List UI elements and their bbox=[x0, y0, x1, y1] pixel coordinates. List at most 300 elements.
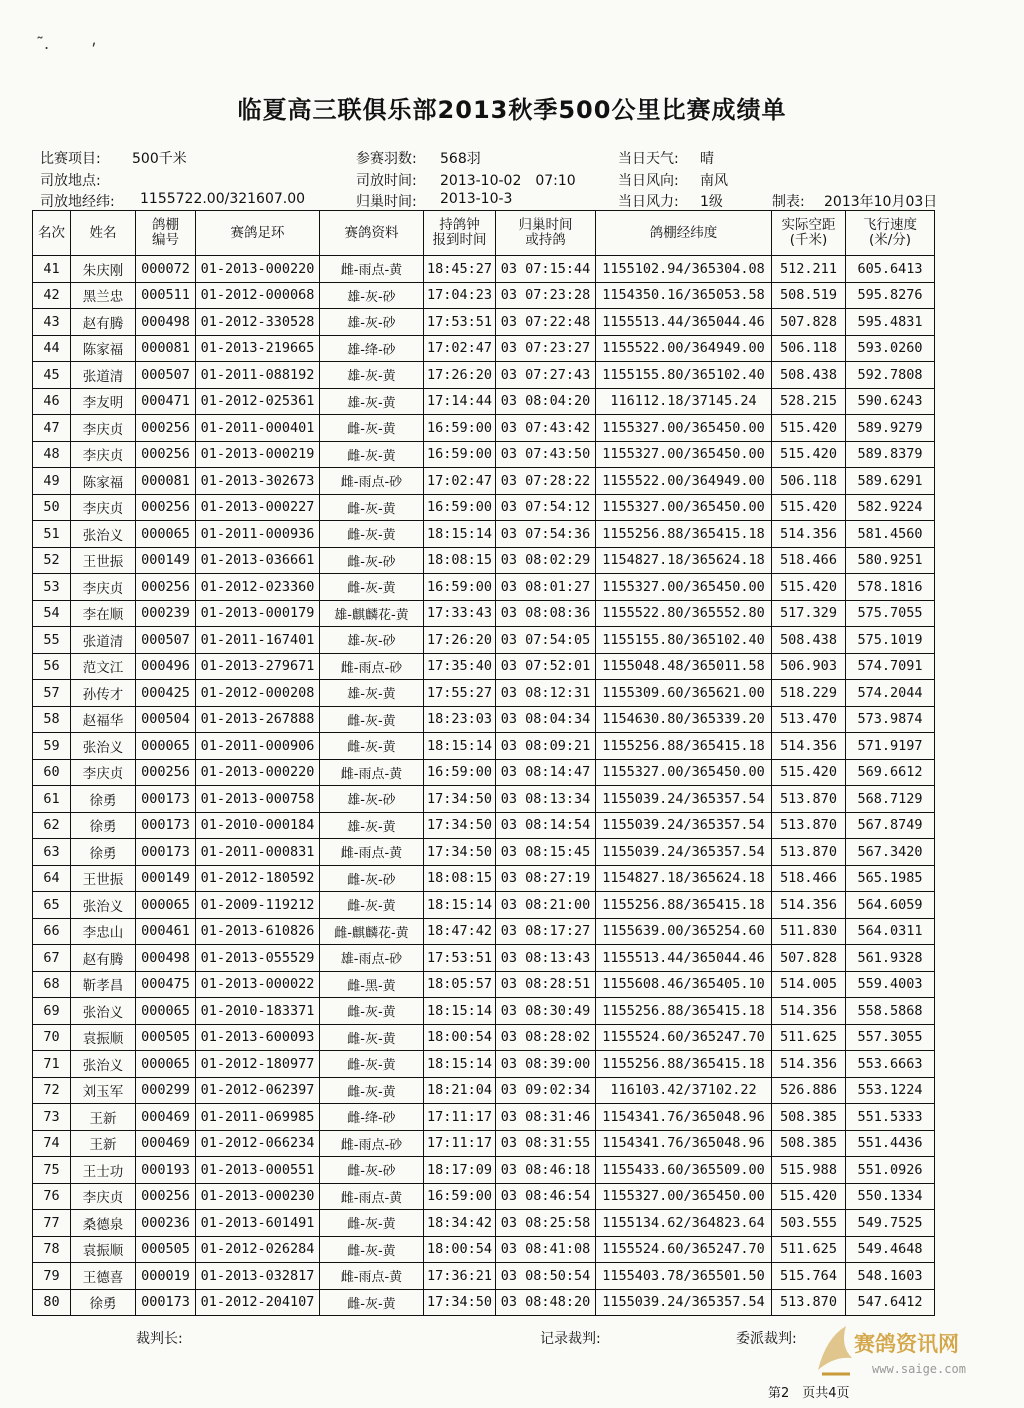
cell-ring: 01-2010-000184 bbox=[196, 812, 320, 839]
cell-distance: 511.625 bbox=[772, 1024, 846, 1051]
cell-ring: 01-2012-023360 bbox=[196, 574, 320, 601]
cell-speed: 571.9197 bbox=[846, 733, 935, 760]
table-row bbox=[33, 918, 935, 945]
table-row bbox=[33, 892, 935, 919]
cell-coords: 1155155.80/365102.40 bbox=[596, 627, 772, 654]
cell-distance: 515.420 bbox=[772, 494, 846, 521]
cell-speed: 550.1334 bbox=[846, 1183, 935, 1210]
wind-dir-value: 南风 bbox=[700, 173, 728, 189]
cell-name: 陈家福 bbox=[71, 468, 136, 495]
cell-rank: 42 bbox=[33, 282, 71, 309]
table-row bbox=[33, 1263, 935, 1290]
header-bird-info: 赛鸽资料 bbox=[320, 211, 424, 256]
cell-clock-time: 18:21:04 bbox=[424, 1077, 496, 1104]
cell-ring: 01-2011-069985 bbox=[196, 1104, 320, 1131]
cell-bird-info: 雌-灰-黄 bbox=[320, 733, 424, 760]
cell-return-time: 03 07:43:50 bbox=[496, 441, 596, 468]
cell-clock-time: 18:23:03 bbox=[424, 706, 496, 733]
cell-ring: 01-2013-000220 bbox=[196, 759, 320, 786]
cell-coords: 1155155.80/365102.40 bbox=[596, 362, 772, 389]
cell-clock-time: 17:11:17 bbox=[424, 1130, 496, 1157]
cell-bird-info: 雌-灰-砂 bbox=[320, 547, 424, 574]
cell-bird-info: 雌-雨点-黄 bbox=[320, 1263, 424, 1290]
cell-clock-time: 16:59:00 bbox=[424, 1183, 496, 1210]
cell-speed: 580.9251 bbox=[846, 547, 935, 574]
cell-clock-time: 18:47:42 bbox=[424, 918, 496, 945]
cell-coords: 1155327.00/365450.00 bbox=[596, 494, 772, 521]
page-number: 第2 页共4页 bbox=[768, 1386, 850, 1401]
header-ring: 赛鸽足环 bbox=[196, 211, 320, 256]
cell-ring: 01-2013-000179 bbox=[196, 600, 320, 627]
cell-speed: 589.8379 bbox=[846, 441, 935, 468]
cell-loft-id: 000425 bbox=[136, 680, 196, 707]
cell-return-time: 03 08:08:36 bbox=[496, 600, 596, 627]
cell-clock-time: 18:45:27 bbox=[424, 256, 496, 283]
cell-distance: 515.420 bbox=[772, 415, 846, 442]
cell-ring: 01-2013-000230 bbox=[196, 1183, 320, 1210]
table-row bbox=[33, 1289, 935, 1316]
cell-distance: 515.988 bbox=[772, 1157, 846, 1184]
cell-rank: 50 bbox=[33, 494, 71, 521]
cell-clock-time: 17:02:47 bbox=[424, 335, 496, 362]
cell-distance: 514.356 bbox=[772, 733, 846, 760]
cell-bird-info: 雌-灰-黄 bbox=[320, 1236, 424, 1263]
cell-return-time: 03 07:28:22 bbox=[496, 468, 596, 495]
cell-distance: 514.356 bbox=[772, 892, 846, 919]
cell-ring: 01-2012-204107 bbox=[196, 1289, 320, 1316]
table-row bbox=[33, 415, 935, 442]
cell-loft-id: 000256 bbox=[136, 415, 196, 442]
cell-distance: 515.420 bbox=[772, 574, 846, 601]
release-time-label: 司放时间: bbox=[356, 173, 417, 189]
cell-speed: 574.2044 bbox=[846, 680, 935, 707]
cell-loft-id: 000065 bbox=[136, 998, 196, 1025]
cell-rank: 68 bbox=[33, 971, 71, 998]
cell-rank: 71 bbox=[33, 1051, 71, 1078]
weather-value: 晴 bbox=[700, 151, 714, 167]
cell-distance: 506.118 bbox=[772, 335, 846, 362]
cell-ring: 01-2013-267888 bbox=[196, 706, 320, 733]
cell-return-time: 03 08:50:54 bbox=[496, 1263, 596, 1290]
cell-loft-id: 000149 bbox=[136, 865, 196, 892]
cell-rank: 75 bbox=[33, 1157, 71, 1184]
cell-return-time: 03 08:25:58 bbox=[496, 1210, 596, 1237]
cell-coords: 1155256.88/365415.18 bbox=[596, 1051, 772, 1078]
cell-speed: 595.4831 bbox=[846, 309, 935, 336]
cell-ring: 01-2013-000220 bbox=[196, 256, 320, 283]
cell-distance: 526.886 bbox=[772, 1077, 846, 1104]
cell-rank: 55 bbox=[33, 627, 71, 654]
cell-rank: 56 bbox=[33, 653, 71, 680]
cell-distance: 507.828 bbox=[772, 309, 846, 336]
cell-return-time: 03 08:13:34 bbox=[496, 786, 596, 813]
cell-distance: 515.420 bbox=[772, 1183, 846, 1210]
cell-speed: 551.4436 bbox=[846, 1130, 935, 1157]
cell-return-time: 03 09:02:34 bbox=[496, 1077, 596, 1104]
referee-chief-label: 裁判长: bbox=[136, 1331, 183, 1347]
cell-return-time: 03 08:13:43 bbox=[496, 945, 596, 972]
cell-rank: 73 bbox=[33, 1104, 71, 1131]
cell-rank: 41 bbox=[33, 256, 71, 283]
cell-loft-id: 000469 bbox=[136, 1104, 196, 1131]
cell-ring: 01-2011-167401 bbox=[196, 627, 320, 654]
cell-loft-id: 000193 bbox=[136, 1157, 196, 1184]
cell-bird-info: 雄-灰-黄 bbox=[320, 812, 424, 839]
header-distance: 实际空距 (千米) bbox=[772, 211, 846, 256]
table-row bbox=[33, 706, 935, 733]
cell-coords: 1155327.00/365450.00 bbox=[596, 441, 772, 468]
cell-name: 赵有腾 bbox=[71, 309, 136, 336]
cell-clock-time: 17:53:51 bbox=[424, 309, 496, 336]
cell-bird-info: 雌-灰-黄 bbox=[320, 1210, 424, 1237]
cell-coords: 1154827.18/365624.18 bbox=[596, 547, 772, 574]
cell-loft-id: 000469 bbox=[136, 1130, 196, 1157]
cell-name: 徐勇 bbox=[71, 786, 136, 813]
cell-bird-info: 雌-雨点-黄 bbox=[320, 256, 424, 283]
cell-name: 张道清 bbox=[71, 627, 136, 654]
cell-return-time: 03 08:46:54 bbox=[496, 1183, 596, 1210]
cell-ring: 01-2013-000227 bbox=[196, 494, 320, 521]
wind-force-value: 1级 bbox=[700, 194, 723, 210]
cell-return-time: 03 07:52:01 bbox=[496, 653, 596, 680]
table-row bbox=[33, 786, 935, 813]
cell-speed: 547.6412 bbox=[846, 1289, 935, 1316]
cell-bird-info: 雌-灰-黄 bbox=[320, 998, 424, 1025]
coords-label: 司放地经纬: bbox=[40, 194, 115, 210]
cell-clock-time: 17:26:20 bbox=[424, 627, 496, 654]
cell-bird-info: 雌-雨点-黄 bbox=[320, 759, 424, 786]
cell-speed: 549.7525 bbox=[846, 1210, 935, 1237]
header-loft-id: 鸽棚 编号 bbox=[136, 211, 196, 256]
cell-distance: 518.466 bbox=[772, 547, 846, 574]
cell-loft-id: 000256 bbox=[136, 1183, 196, 1210]
cell-speed: 581.4560 bbox=[846, 521, 935, 548]
cell-speed: 548.1603 bbox=[846, 1263, 935, 1290]
pigeon-logo-icon bbox=[812, 1318, 856, 1378]
release-time-value: 2013-10-02 07:10 bbox=[440, 173, 576, 189]
cell-return-time: 03 08:04:34 bbox=[496, 706, 596, 733]
cell-loft-id: 000299 bbox=[136, 1077, 196, 1104]
cell-loft-id: 000256 bbox=[136, 494, 196, 521]
coords-value: 1155722.00/321607.00 bbox=[140, 191, 306, 207]
cell-loft-id: 000471 bbox=[136, 388, 196, 415]
cell-bird-info: 雄-灰-黄 bbox=[320, 680, 424, 707]
cell-name: 徐勇 bbox=[71, 1289, 136, 1316]
cell-return-time: 03 07:23:27 bbox=[496, 335, 596, 362]
cell-clock-time: 17:11:17 bbox=[424, 1104, 496, 1131]
cell-coords: 1155039.24/365357.54 bbox=[596, 839, 772, 866]
cell-distance: 512.211 bbox=[772, 256, 846, 283]
cell-speed: 553.6663 bbox=[846, 1051, 935, 1078]
cell-rank: 64 bbox=[33, 865, 71, 892]
table-row bbox=[33, 1077, 935, 1104]
cell-coords: 1155327.00/365450.00 bbox=[596, 1183, 772, 1210]
cell-rank: 77 bbox=[33, 1210, 71, 1237]
cell-rank: 62 bbox=[33, 812, 71, 839]
cell-distance: 508.385 bbox=[772, 1104, 846, 1131]
cell-return-time: 03 07:15:44 bbox=[496, 256, 596, 283]
cell-name: 李忠山 bbox=[71, 918, 136, 945]
cell-ring: 01-2012-000068 bbox=[196, 282, 320, 309]
cell-coords: 1154630.80/365339.20 bbox=[596, 706, 772, 733]
cell-clock-time: 18:00:54 bbox=[424, 1236, 496, 1263]
cell-coords: 1155513.44/365044.46 bbox=[596, 945, 772, 972]
cell-rank: 59 bbox=[33, 733, 71, 760]
cell-name: 赵福华 bbox=[71, 706, 136, 733]
cell-distance: 513.470 bbox=[772, 706, 846, 733]
cell-distance: 508.438 bbox=[772, 627, 846, 654]
cell-clock-time: 18:15:14 bbox=[424, 733, 496, 760]
cell-rank: 49 bbox=[33, 468, 71, 495]
cell-return-time: 03 07:54:12 bbox=[496, 494, 596, 521]
table-row bbox=[33, 812, 935, 839]
cell-loft-id: 000496 bbox=[136, 653, 196, 680]
cell-distance: 515.420 bbox=[772, 759, 846, 786]
cell-bird-info: 雌-灰-黄 bbox=[320, 1077, 424, 1104]
cell-clock-time: 17:36:21 bbox=[424, 1263, 496, 1290]
cell-speed: 573.9874 bbox=[846, 706, 935, 733]
cell-coords: 1155039.24/365357.54 bbox=[596, 786, 772, 813]
cell-distance: 508.519 bbox=[772, 282, 846, 309]
cell-name: 李庆贞 bbox=[71, 441, 136, 468]
cell-ring: 01-2012-180977 bbox=[196, 1051, 320, 1078]
cell-ring: 01-2013-036661 bbox=[196, 547, 320, 574]
cell-return-time: 03 08:27:19 bbox=[496, 865, 596, 892]
cell-return-time: 03 07:22:48 bbox=[496, 309, 596, 336]
cell-loft-id: 000081 bbox=[136, 468, 196, 495]
cell-coords: 1155327.00/365450.00 bbox=[596, 574, 772, 601]
cell-name: 王新 bbox=[71, 1104, 136, 1131]
cell-loft-id: 000081 bbox=[136, 335, 196, 362]
header-row bbox=[33, 211, 935, 256]
scan-mark: ⸴ bbox=[92, 32, 97, 51]
cell-speed: 565.1985 bbox=[846, 865, 935, 892]
cell-coords: 1155048.48/365011.58 bbox=[596, 653, 772, 680]
cell-coords: 1155524.60/365247.70 bbox=[596, 1236, 772, 1263]
cell-coords: 1154341.76/365048.96 bbox=[596, 1104, 772, 1131]
cell-loft-id: 000173 bbox=[136, 1289, 196, 1316]
cell-name: 赵有腾 bbox=[71, 945, 136, 972]
cell-clock-time: 17:26:20 bbox=[424, 362, 496, 389]
cell-loft-id: 000256 bbox=[136, 441, 196, 468]
watermark-url: www.saige.com bbox=[872, 1362, 966, 1376]
cell-return-time: 03 07:27:43 bbox=[496, 362, 596, 389]
cell-rank: 44 bbox=[33, 335, 71, 362]
cell-ring: 01-2012-180592 bbox=[196, 865, 320, 892]
weather-label: 当日天气: bbox=[618, 151, 679, 167]
cell-coords: 116112.18/37145.24 bbox=[596, 388, 772, 415]
cell-return-time: 03 08:02:29 bbox=[496, 547, 596, 574]
cell-return-time: 03 08:46:18 bbox=[496, 1157, 596, 1184]
table-row bbox=[33, 733, 935, 760]
cell-rank: 80 bbox=[33, 1289, 71, 1316]
cell-coords: 1155039.24/365357.54 bbox=[596, 1289, 772, 1316]
cell-distance: 506.118 bbox=[772, 468, 846, 495]
cell-name: 李庆贞 bbox=[71, 574, 136, 601]
cell-distance: 506.903 bbox=[772, 653, 846, 680]
cell-coords: 1155309.60/365621.00 bbox=[596, 680, 772, 707]
cell-coords: 1155639.00/365254.60 bbox=[596, 918, 772, 945]
cell-speed: 564.6059 bbox=[846, 892, 935, 919]
cell-coords: 1155524.60/365247.70 bbox=[596, 1024, 772, 1051]
cell-speed: 559.4003 bbox=[846, 971, 935, 998]
cell-name: 徐勇 bbox=[71, 839, 136, 866]
cell-return-time: 03 08:14:54 bbox=[496, 812, 596, 839]
cell-distance: 513.870 bbox=[772, 812, 846, 839]
cell-name: 张治义 bbox=[71, 892, 136, 919]
cell-bird-info: 雌-雨点-砂 bbox=[320, 653, 424, 680]
cell-coords: 1155039.24/365357.54 bbox=[596, 812, 772, 839]
cell-loft-id: 000475 bbox=[136, 971, 196, 998]
cell-return-time: 03 07:23:28 bbox=[496, 282, 596, 309]
cell-rank: 79 bbox=[33, 1263, 71, 1290]
cell-loft-id: 000065 bbox=[136, 1051, 196, 1078]
cell-distance: 528.215 bbox=[772, 388, 846, 415]
cell-rank: 61 bbox=[33, 786, 71, 813]
cell-rank: 74 bbox=[33, 1130, 71, 1157]
cell-speed: 569.6612 bbox=[846, 759, 935, 786]
cell-clock-time: 17:33:43 bbox=[424, 600, 496, 627]
cell-return-time: 03 08:28:02 bbox=[496, 1024, 596, 1051]
cell-name: 袁振顺 bbox=[71, 1236, 136, 1263]
cell-loft-id: 000505 bbox=[136, 1024, 196, 1051]
cell-distance: 517.329 bbox=[772, 600, 846, 627]
cell-return-time: 03 08:39:00 bbox=[496, 1051, 596, 1078]
cell-speed: 575.7055 bbox=[846, 600, 935, 627]
cell-name: 徐勇 bbox=[71, 812, 136, 839]
cell-ring: 01-2012-066234 bbox=[196, 1130, 320, 1157]
table-row bbox=[33, 521, 935, 548]
table-row bbox=[33, 468, 935, 495]
cell-ring: 01-2011-000906 bbox=[196, 733, 320, 760]
cell-bird-info: 雌-灰-砂 bbox=[320, 1157, 424, 1184]
table-row bbox=[33, 388, 935, 415]
cell-clock-time: 18:05:57 bbox=[424, 971, 496, 998]
cell-speed: 568.7129 bbox=[846, 786, 935, 813]
cell-clock-time: 18:15:14 bbox=[424, 998, 496, 1025]
cell-return-time: 03 08:14:47 bbox=[496, 759, 596, 786]
table-row bbox=[33, 441, 935, 468]
cell-rank: 65 bbox=[33, 892, 71, 919]
cell-name: 朱庆刚 bbox=[71, 256, 136, 283]
cell-name: 范文江 bbox=[71, 653, 136, 680]
cell-return-time: 03 08:48:20 bbox=[496, 1289, 596, 1316]
cell-ring: 01-2013-600093 bbox=[196, 1024, 320, 1051]
cell-speed: 593.0260 bbox=[846, 335, 935, 362]
cell-speed: 557.3055 bbox=[846, 1024, 935, 1051]
cell-speed: 578.1816 bbox=[846, 574, 935, 601]
cell-return-time: 03 07:43:42 bbox=[496, 415, 596, 442]
table-row bbox=[33, 1104, 935, 1131]
cell-name: 张道清 bbox=[71, 362, 136, 389]
cell-ring: 01-2013-055529 bbox=[196, 945, 320, 972]
cell-ring: 01-2013-279671 bbox=[196, 653, 320, 680]
header-coords: 鸽棚经纬度 bbox=[596, 211, 772, 256]
cell-ring: 01-2013-032817 bbox=[196, 1263, 320, 1290]
cell-coords: 1155522.00/364949.00 bbox=[596, 335, 772, 362]
table-row bbox=[33, 256, 935, 283]
cell-bird-info: 雄-雨点-砂 bbox=[320, 945, 424, 972]
cell-speed: 574.7091 bbox=[846, 653, 935, 680]
cell-name: 李庆贞 bbox=[71, 1183, 136, 1210]
cell-rank: 45 bbox=[33, 362, 71, 389]
cell-loft-id: 000507 bbox=[136, 362, 196, 389]
cell-bird-info: 雌-雨点-砂 bbox=[320, 468, 424, 495]
cell-rank: 66 bbox=[33, 918, 71, 945]
cell-return-time: 03 08:15:45 bbox=[496, 839, 596, 866]
event-value: 500千米 bbox=[132, 151, 187, 167]
made-value: 2013年10月03日 bbox=[824, 194, 938, 210]
cell-coords: 1155256.88/365415.18 bbox=[596, 998, 772, 1025]
cell-return-time: 03 08:41:08 bbox=[496, 1236, 596, 1263]
cell-coords: 1155513.44/365044.46 bbox=[596, 309, 772, 336]
cell-rank: 60 bbox=[33, 759, 71, 786]
table-row bbox=[33, 1051, 935, 1078]
cell-ring: 01-2013-000758 bbox=[196, 786, 320, 813]
cell-speed: 549.4648 bbox=[846, 1236, 935, 1263]
cell-loft-id: 000256 bbox=[136, 759, 196, 786]
cell-speed: 590.6243 bbox=[846, 388, 935, 415]
cell-bird-info: 雌-灰-黄 bbox=[320, 574, 424, 601]
cell-coords: 1154341.76/365048.96 bbox=[596, 1130, 772, 1157]
cell-coords: 1155256.88/365415.18 bbox=[596, 733, 772, 760]
birds-label: 参赛羽数: bbox=[356, 151, 417, 167]
cell-name: 孙传才 bbox=[71, 680, 136, 707]
cell-clock-time: 17:02:47 bbox=[424, 468, 496, 495]
cell-loft-id: 000019 bbox=[136, 1263, 196, 1290]
cell-bird-info: 雌-灰-黄 bbox=[320, 494, 424, 521]
cell-name: 袁振顺 bbox=[71, 1024, 136, 1051]
cell-loft-id: 000511 bbox=[136, 282, 196, 309]
cell-coords: 1155433.60/365509.00 bbox=[596, 1157, 772, 1184]
cell-return-time: 03 08:12:31 bbox=[496, 680, 596, 707]
results-table bbox=[32, 210, 935, 1316]
cell-coords: 1154827.18/365624.18 bbox=[596, 865, 772, 892]
cell-rank: 72 bbox=[33, 1077, 71, 1104]
cell-rank: 54 bbox=[33, 600, 71, 627]
cell-name: 李庆贞 bbox=[71, 415, 136, 442]
cell-clock-time: 17:34:50 bbox=[424, 839, 496, 866]
table-row bbox=[33, 282, 935, 309]
cell-loft-id: 000461 bbox=[136, 918, 196, 945]
cell-distance: 514.356 bbox=[772, 998, 846, 1025]
cell-name: 李友明 bbox=[71, 388, 136, 415]
cell-bird-info: 雌-绛-砂 bbox=[320, 1104, 424, 1131]
table-row bbox=[33, 998, 935, 1025]
cell-loft-id: 000239 bbox=[136, 600, 196, 627]
table-row bbox=[33, 1183, 935, 1210]
cell-return-time: 03 08:01:27 bbox=[496, 574, 596, 601]
table-row bbox=[33, 1024, 935, 1051]
cell-distance: 518.229 bbox=[772, 680, 846, 707]
cell-ring: 01-2013-302673 bbox=[196, 468, 320, 495]
cell-bird-info: 雌-灰-黄 bbox=[320, 1024, 424, 1051]
cell-coords: 1154350.16/365053.58 bbox=[596, 282, 772, 309]
cell-coords: 1155522.80/365552.80 bbox=[596, 600, 772, 627]
cell-speed: 564.0311 bbox=[846, 918, 935, 945]
cell-rank: 52 bbox=[33, 547, 71, 574]
cell-ring: 01-2011-000401 bbox=[196, 415, 320, 442]
cell-return-time: 03 08:30:49 bbox=[496, 998, 596, 1025]
cell-ring: 01-2013-000551 bbox=[196, 1157, 320, 1184]
cell-speed: 605.6413 bbox=[846, 256, 935, 283]
cell-clock-time: 17:34:50 bbox=[424, 786, 496, 813]
cell-clock-time: 18:08:15 bbox=[424, 865, 496, 892]
cell-loft-id: 000507 bbox=[136, 627, 196, 654]
cell-rank: 63 bbox=[33, 839, 71, 866]
cell-ring: 01-2012-026284 bbox=[196, 1236, 320, 1263]
table-row bbox=[33, 759, 935, 786]
